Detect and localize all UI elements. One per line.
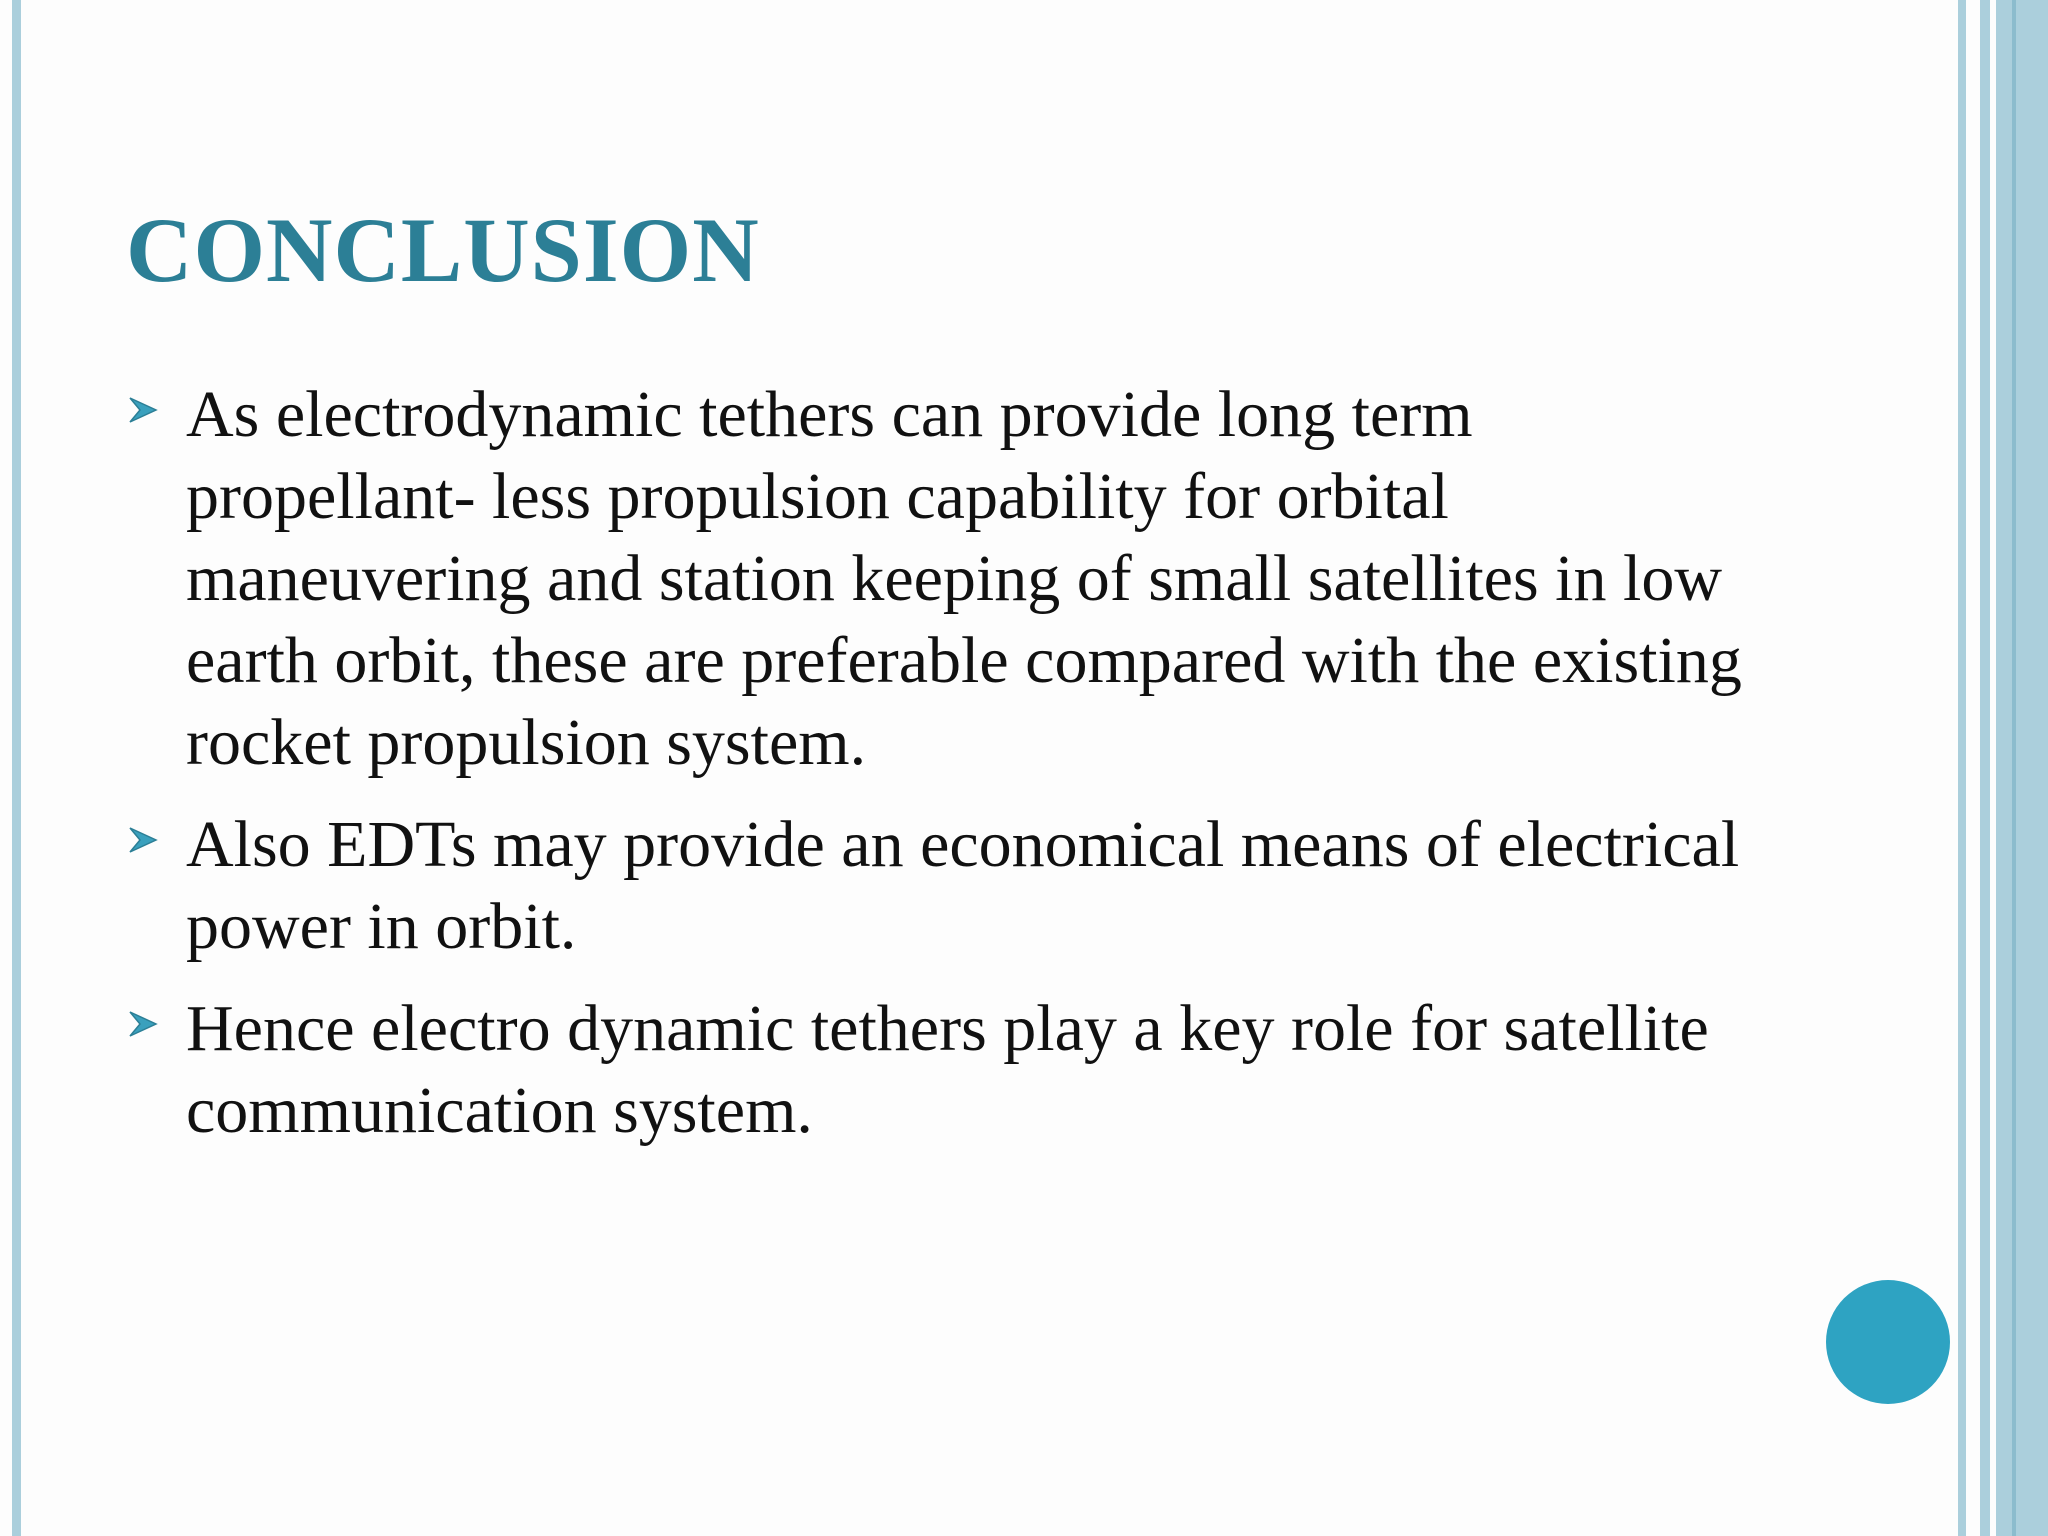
bullet-item bbox=[126, 374, 1766, 784]
chevron-right-icon bbox=[126, 392, 162, 428]
right-accent-stripe bbox=[1980, 0, 1990, 1536]
right-accent-band bbox=[1996, 0, 2048, 1536]
bullet-text: Hence electro dynamic tethers play a key role for satellite communication system. bbox=[186, 992, 1709, 1147]
right-accent-line bbox=[2012, 0, 2016, 1536]
slide-title: CONCLUSION bbox=[126, 199, 760, 301]
bullet-text: Also EDTs may provide an economical means of electrical power in orbit. bbox=[186, 808, 1740, 963]
chevron-right-icon bbox=[126, 1006, 162, 1042]
bullet-list bbox=[126, 374, 1766, 1172]
chevron-right-icon bbox=[126, 822, 162, 858]
right-accent-stripe bbox=[1958, 0, 1966, 1536]
right-accent-gap bbox=[1966, 0, 1980, 1536]
decorative-circle bbox=[1826, 1280, 1950, 1404]
bullet-item bbox=[126, 988, 1766, 1152]
bullet-text: As electrodynamic tethers can provide long term propellant- less propulsion capability for orbital maneuvering and station keeping of small satellites in low earth orbit, these are preferable compared with the existing rocket propulsion system. bbox=[186, 378, 1742, 779]
bullet-item bbox=[126, 804, 1766, 968]
left-accent-bar bbox=[12, 0, 21, 1536]
